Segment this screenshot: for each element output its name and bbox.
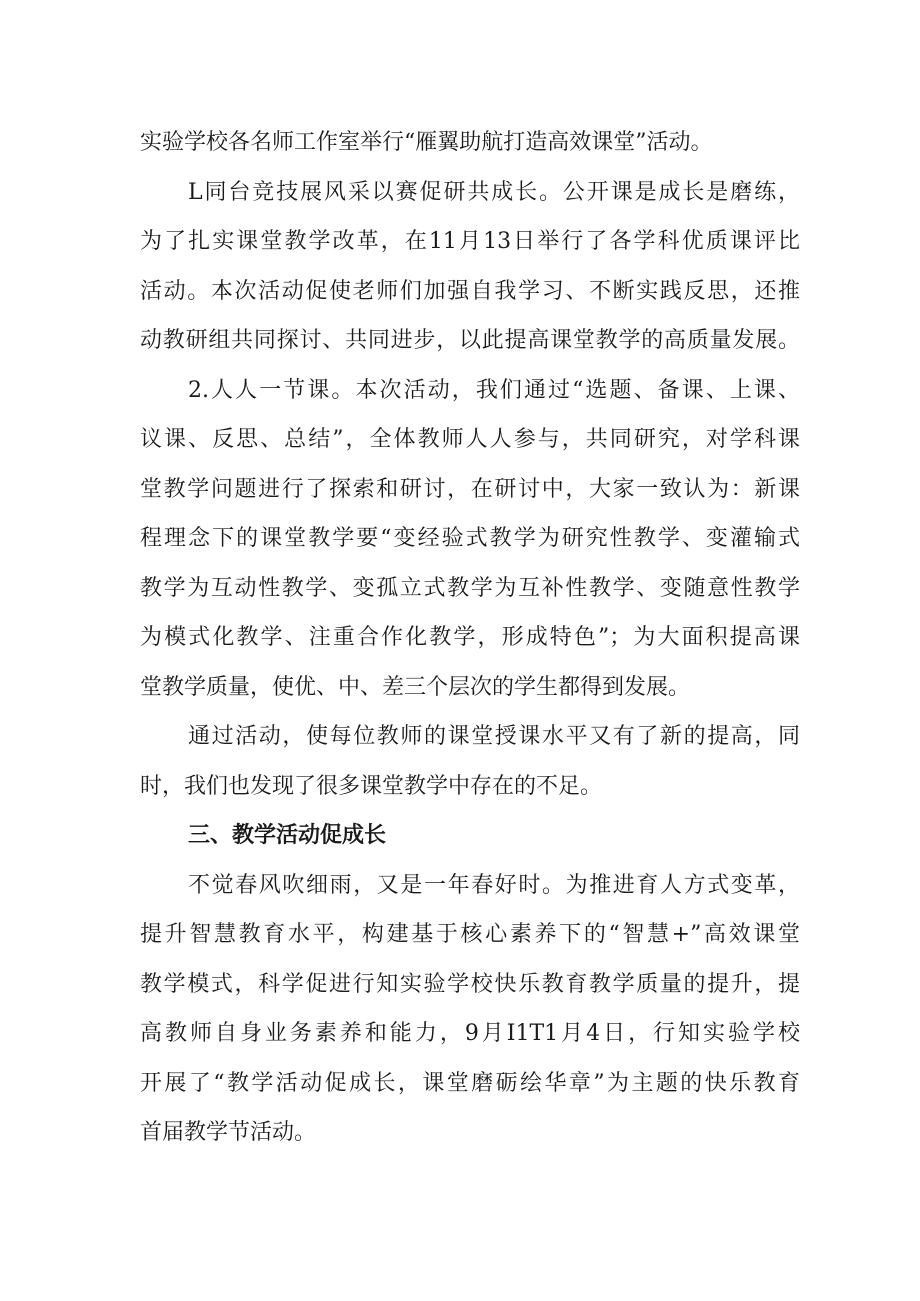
text-line: 高教师自身业务素养和能力，9月I1T1月4日，行知实验学校 bbox=[140, 1021, 800, 1046]
text-line: 活动。本次活动促使老师们加强自我学习、不断实践反思，还推 bbox=[140, 278, 800, 304]
text-line: 为了扎实课堂教学改革，在11月13日举行了各学科优质课评比 bbox=[140, 229, 800, 254]
document-body bbox=[140, 118, 800, 1158]
text-line: 通过活动，使每位教师的课堂授课水平又有了新的提高，同 bbox=[188, 724, 800, 749]
text-line: 开展了“教学活动促成长，课堂磨砺绘华章”为主题的快乐教育 bbox=[140, 1070, 800, 1096]
text-line: 教学模式，科学促进行知实验学校快乐教育教学质量的提升，提 bbox=[140, 971, 800, 997]
text-line: 为模式化教学、注重合作化教学，形成特色”；为大面积提高课 bbox=[140, 625, 800, 650]
text-line: 首届教学节活动。 bbox=[140, 1120, 317, 1145]
text-line: 不觉春风吹细雨，又是一年春好时。为推进育人方式变革， bbox=[188, 872, 800, 898]
text-line: 时，我们也发现了很多课堂教学中存在的不足。 bbox=[140, 773, 603, 799]
text-line: L同台竞技展风采以赛促研共成长。公开课是成长是磨练， bbox=[188, 179, 800, 205]
text-line: 实验学校各名师工作室举行“雁翼助航打造高效课堂”活动。 bbox=[140, 130, 713, 155]
text-line: 教学为互动性教学、变孤立式教学为互补性教学、变随意性教学 bbox=[140, 575, 800, 601]
text-line: 程理念下的课堂教学要“变经验式教学为研究性教学、变灌输式 bbox=[140, 526, 800, 551]
section-heading: 三、教学活动促成长 bbox=[188, 823, 387, 848]
text-line: 动教研组共同探讨、共同进步，以此提高课堂教学的高质量发展。 bbox=[140, 328, 800, 353]
text-line: 堂教学质量，使优、中、差三个层次的学生都得到发展。 bbox=[140, 674, 691, 700]
text-line: 议课、反思、总结”，全体教师人人参与，共同研究，对学科课 bbox=[140, 427, 800, 452]
text-line: 提升智慧教育水平，构建基于核心素养下的“智慧+”高效课堂 bbox=[140, 922, 800, 947]
text-line: 2.人人一节课。本次活动，我们通过“选题、备课、上课、 bbox=[188, 377, 800, 403]
text-line: 堂教学问题进行了探索和研讨，在研讨中，大家一致认为：新课 bbox=[140, 476, 800, 502]
